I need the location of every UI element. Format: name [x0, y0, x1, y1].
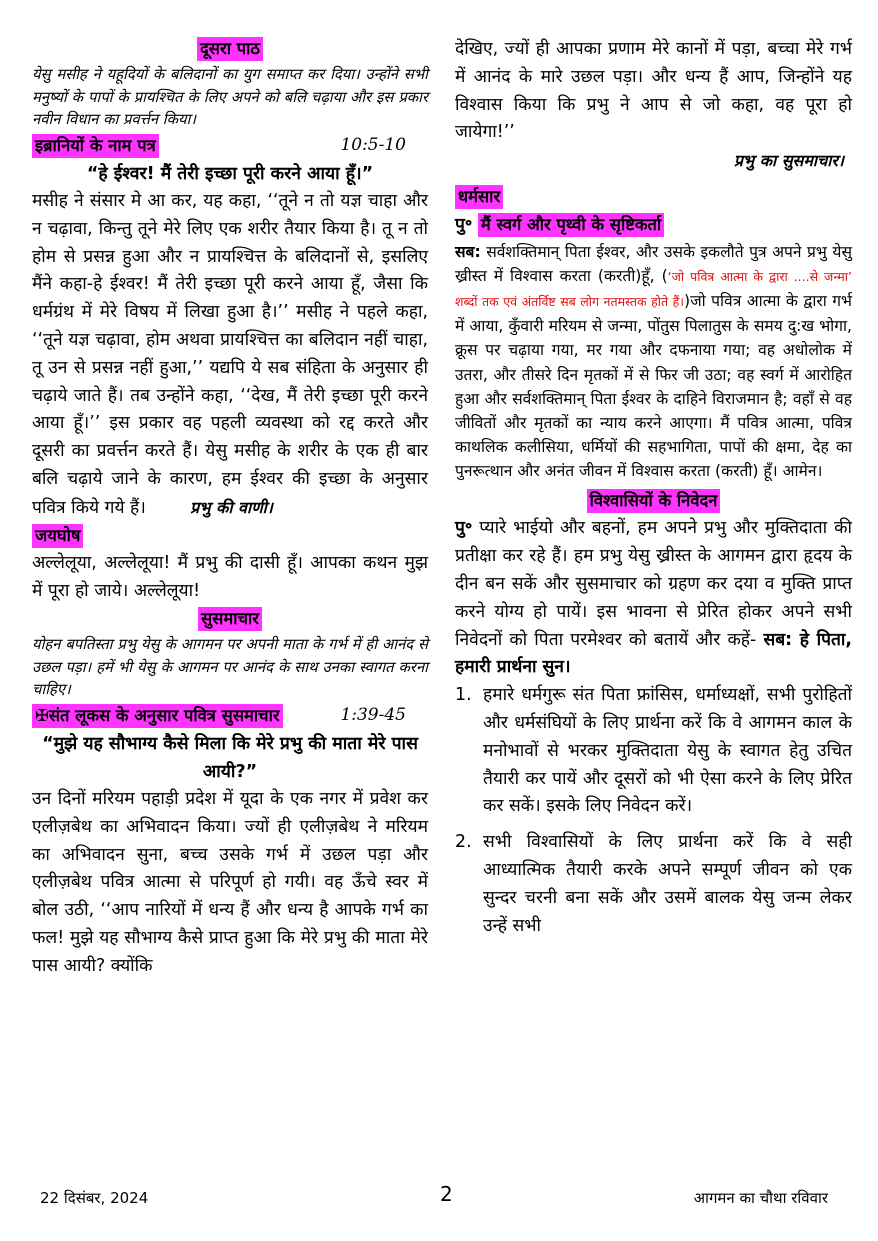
- reading2-heading: दूसरा पाठ: [197, 37, 263, 61]
- creed-text: [455, 240, 852, 484]
- gospel-sign: प्रभु का सुसमाचार।: [733, 151, 844, 171]
- acclamation-heading: जयघोष: [32, 524, 83, 548]
- creed-part-1: सर्वशक्तिमान् पिता ईश्वर, और उसके इकलौते पुत्र अपने प्रभु येसु ख्रीस्त में विश्वास करता (करती)हूँ, (: [455, 242, 852, 285]
- gospel-book: [32, 704, 283, 728]
- prayers-priest-label: पु॰: [455, 518, 473, 539]
- prayer-text: सभी विश्वासियों के लिए प्रार्थना करें कि वे सही आध्यात्मिक तैयारी करके अपने सम्पूर्ण जीवन को एक सुन्दर चरनी बना सकें और उसमें बालक येसु जन्म लेकर उन्हें सभी: [483, 832, 852, 936]
- gospel-intro: योहन बपतिस्ता प्रभु येसु के आगमन पर अपनी माता के गर्भ में ही आनंद से उछल पड़ा। हमें भी येसु के आगमन पर आनंद के साथ उनका स्वागत करना चाहिए।: [32, 635, 428, 699]
- footer-date: 22 दिसंबर, 2024: [40, 1189, 149, 1207]
- creed-priest-label: पु॰: [455, 214, 473, 235]
- prayer-item: [455, 682, 852, 821]
- prayer-text: हमारे धर्मगुरू संत पिता फ्रांसिस, धर्माध्यक्षों, सभी पुरोहितों और धर्मसंघियों के लिए प्रार्थना करें कि वे आगमन काल के मनोभावों से भरकर मुक्तिदाता येसु के स्वागत हेतु उचित तैयारी कर पायें और दूसरों को भी ऐसा करने के लिए प्रेरित कर सकें। इसके लिए निवेदन करें।: [483, 685, 852, 817]
- creed-all-label: सब:: [455, 242, 481, 261]
- acclamation-text: अल्लेलूया, अल्लेलूया! मैं प्रभु की दासी हूँ। आपका कथन मुझ में पूरा हो जाये। अल्लेलूया!: [32, 553, 428, 602]
- prayer-number: 1.: [455, 685, 472, 706]
- prayers-response: सब: हे पिता, हमारी प्रार्थना सुन।: [455, 629, 853, 678]
- prayer-number: 2.: [455, 832, 472, 853]
- prayer-item: [455, 829, 852, 940]
- gospel-heading: सुसमाचार: [198, 607, 262, 631]
- creed-rubric: ‘जो पवित्र आत्मा के द्वारा ....से जन्मा’ शब्दों तक एवं अंतर्विष्ट सब लोग नतमस्तक होते हैं।: [455, 268, 852, 309]
- page-footer: [0, 1182, 878, 1212]
- reading2-ref: 10:5-10: [340, 135, 406, 156]
- prayers-list: [455, 682, 852, 940]
- prayers-heading: विश्वासियों के निवेदन: [587, 489, 721, 513]
- prayers-intro-text: प्यारे भाईयो और बहनों, हम अपने प्रभु और मुक्तिदाता की प्रतीक्षा कर रहे हैं। हम प्रभु येसु ख्रीस्त के आगमन द्वारा हृदय के दीन बन सकें और सुसमाचार को ग्रहण कर दया व मुक्ति प्राप्त करने योग्य हो पायें। इस भावना से प्रेरित होकर अपने सभी निवेदनों को पिता परमेश्वर को बतायें और कहें-: [455, 518, 852, 650]
- creed-part-2: )जो पवित्र आत्मा के द्वारा गर्भ में आया, कुँवारी मरियम से जन्मा, पोंतुस पिलातुस के समय दु:ख भोगा, क्रूस पर चढ़ाया गया, मर गया और दफनाया गया; वह अधोलोक में उतरा, और तीसरे दिन मृतकों में से फिर जी उठा; वह स्वर्ग में आरोहित हुआ और सर्वशक्तिमान् पिता ईश्वर के दाहिने विराजमान है; वहाँ से वह जीवितों और मृतकों का न्याय करने आएगा। मैं पवित्र आत्मा, पवित्र काथलिक कलीसिया, धर्मियों की सहभागिता, पापों की क्षमा, देह का पुनरूत्थान और अनंत जीवन में विश्वास करता (करती) हूँ। आमेन।: [455, 291, 852, 481]
- gospel-continued: देखिए, ज्यों ही आपका प्रणाम मेरे कानों में पड़ा, बच्चा मेरे गर्भ में आनंद के मारे उछल पड़ा। और धन्य हैं आप, जिन्होंने यह विश्वास किया कि प्रभु ने आप से जो कहा, वह पूरा हो जायेगा!’’: [455, 39, 852, 143]
- reading2-book: इब्रानियों के नाम पत्र: [32, 134, 159, 158]
- gospel-book-title: संत लूकस के अनुसार पवित्र सुसमाचार: [48, 706, 280, 726]
- reading2-quote: “हे ईश्वर! मैं तेरी इच्छा पूरी करने आया हूँ।”: [86, 163, 374, 184]
- reading2-intro: येसु मसीह ने यहूदियों के बलिदानों का युग समाप्त कर दिया। उन्होंने सभी मनुष्यों के पापों के प्रायश्चित के लिए अपने को बलि चढ़ाया और इस प्रकार नवीन विधान का प्रवर्त्तन किया।: [32, 65, 428, 129]
- gospel-ref: 1:39-45: [340, 705, 406, 726]
- creed-priest-text: मैं स्वर्ग और पृथ्वी के सृष्टिकर्ता: [478, 213, 664, 237]
- creed-heading: धर्मसार: [455, 185, 503, 209]
- prayers-intro: [455, 515, 852, 682]
- left-column: [32, 36, 428, 981]
- reading2-text: [32, 188, 428, 523]
- footer-occasion: आगमन का चौथा रविवार: [693, 1189, 828, 1207]
- reading2-sign: प्रभु की वाणी।: [190, 497, 273, 517]
- reading2-body: मसीह ने संसार मे आ कर, यह कहा, ‘‘तूने न तो यज्ञ चाहा और न चढ़ावा, किन्तु तूने मेरे लिए एक शरीर तैयार किया है। तू न तो होम से प्रसन्न हुआ और न प्रायश्चित्त के बलिदानों से, इसलिए मैंने कहा-हे ईश्वर! मैं तेरी इच्छा पूरी करने आया हूँ, जैसा कि धर्मग्रंथ में मेरे विषय में लिखा हुआ है।’’ मसीह ने पहले कहा, ‘‘तूने यज्ञ चढ़ावा, होम अथवा प्रायश्चित्त का बलिदान नहीं चाहा, तू उन से प्रसन्न नहीं हुआ,’’ यद्यपि ये सब संहिता के अनुसार ही चढ़ाये जाते हैं। तब उन्होंने कहा, ‘‘देख, मैं तेरी इच्छा पूरी करने आया हूँ।’’ इस प्रकार वह पहली व्यवस्था को रद्द करते और दूसरी का प्रवर्त्तन करते हैं। येसु मसीह के शरीर के एक ही बार बलि चढ़ाये जाने के कारण, हम ईश्वर की इच्छा के अनुसार पवित्र किये गये हैं।: [32, 190, 428, 518]
- gospel-text: उन दिनों मरियम पहाड़ी प्रदेश में यूदा के एक नगर में प्रवेश कर एलीज़बेथ का अभिवादन किया। ज्यों ही एलीज़बेथ ने मरियम का अभिवादन सुना, बच्च उसके गर्भ में उछल पड़ा और एलीज़बेथ पवित्र आत्मा से परिपूर्ण हो गयी। वह ऊँचे स्वर में बोल उठी, ‘‘आप नारियों में धन्य हैं और धन्य है आपके गर्भ का फल! मुझे यह सौभाग्य कैसे प्राप्त हुआ कि मेरे प्रभु की माता मेरे पास आयी? क्योंकि: [32, 788, 428, 976]
- page-number: 2: [440, 1182, 453, 1206]
- gospel-quote: “मुझे यह सौभाग्य कैसे मिला कि मेरे प्रभु की माता मेरे पास आयी?”: [42, 733, 418, 782]
- cross-icon: ✠: [35, 706, 49, 726]
- right-column: [455, 36, 852, 940]
